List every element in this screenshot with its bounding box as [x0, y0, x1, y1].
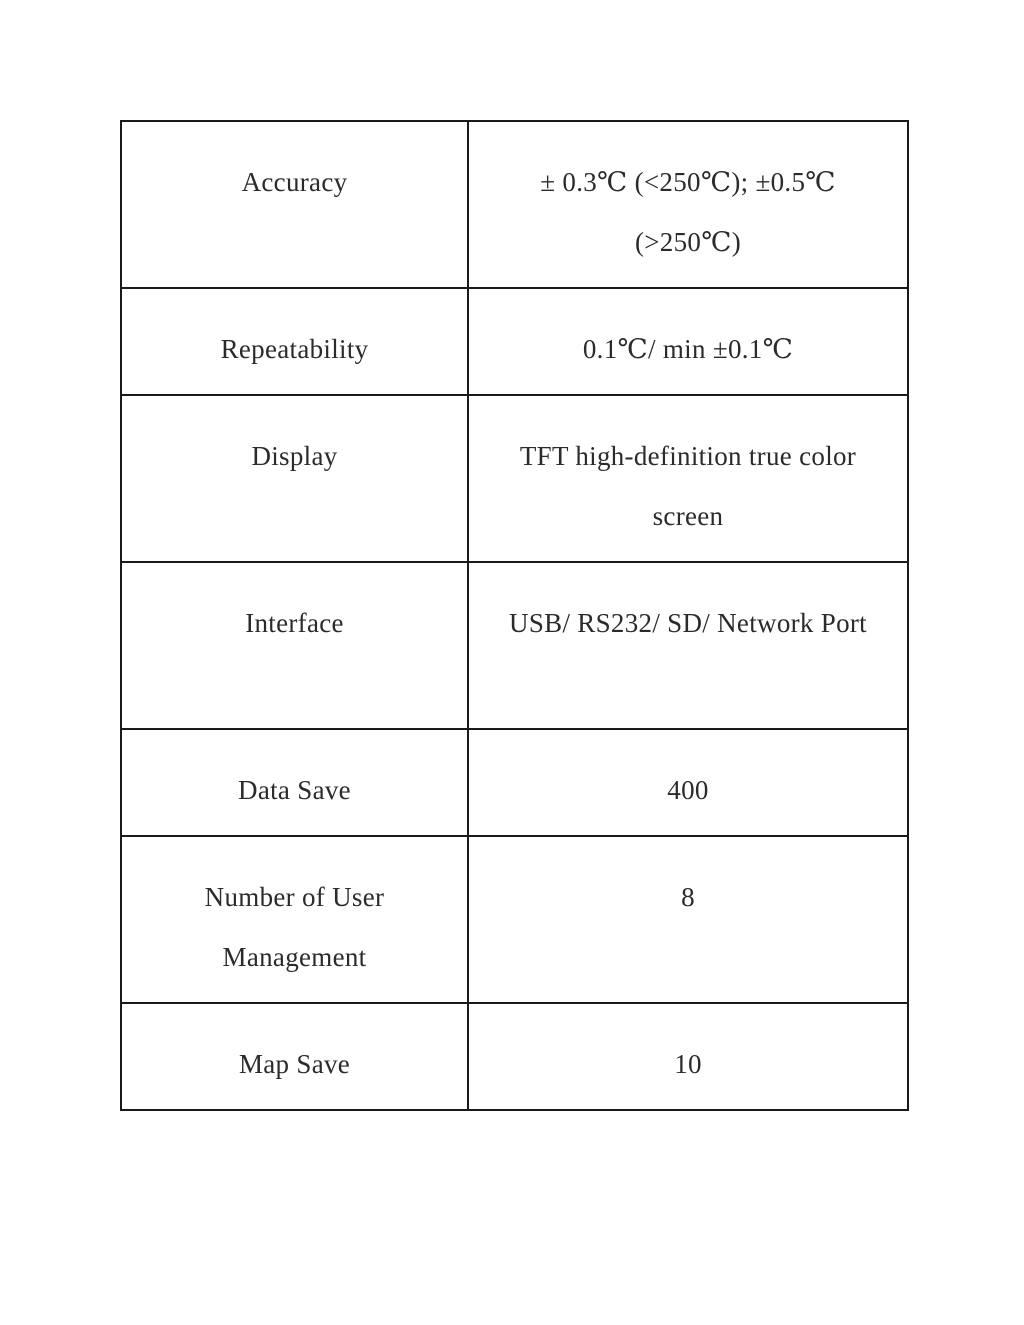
- table-row: [121, 288, 908, 395]
- spec-value: 8: [468, 836, 908, 1003]
- table-row: [121, 395, 908, 562]
- spec-label: Data Save: [121, 729, 468, 836]
- table-row: [121, 836, 908, 1003]
- spec-value: 400: [468, 729, 908, 836]
- spec-label: Map Save: [121, 1003, 468, 1110]
- spec-label: Display: [121, 395, 468, 562]
- spec-value: USB/ RS232/ SD/ Network Port: [468, 562, 908, 729]
- spec-value: 10: [468, 1003, 908, 1110]
- table-row: [121, 1003, 908, 1110]
- specification-table: [120, 120, 909, 1111]
- spec-value: TFT high-definition true color screen: [468, 395, 908, 562]
- spec-label: Number of User Management: [121, 836, 468, 1003]
- table-row: [121, 121, 908, 288]
- spec-label: Accuracy: [121, 121, 468, 288]
- spec-value: ± 0.3℃ (<250℃); ±0.5℃ (>250℃): [468, 121, 908, 288]
- table-row: [121, 562, 908, 729]
- table-row: [121, 729, 908, 836]
- spec-value: 0.1℃/ min ±0.1℃: [468, 288, 908, 395]
- spec-label: Interface: [121, 562, 468, 729]
- spec-label: Repeatability: [121, 288, 468, 395]
